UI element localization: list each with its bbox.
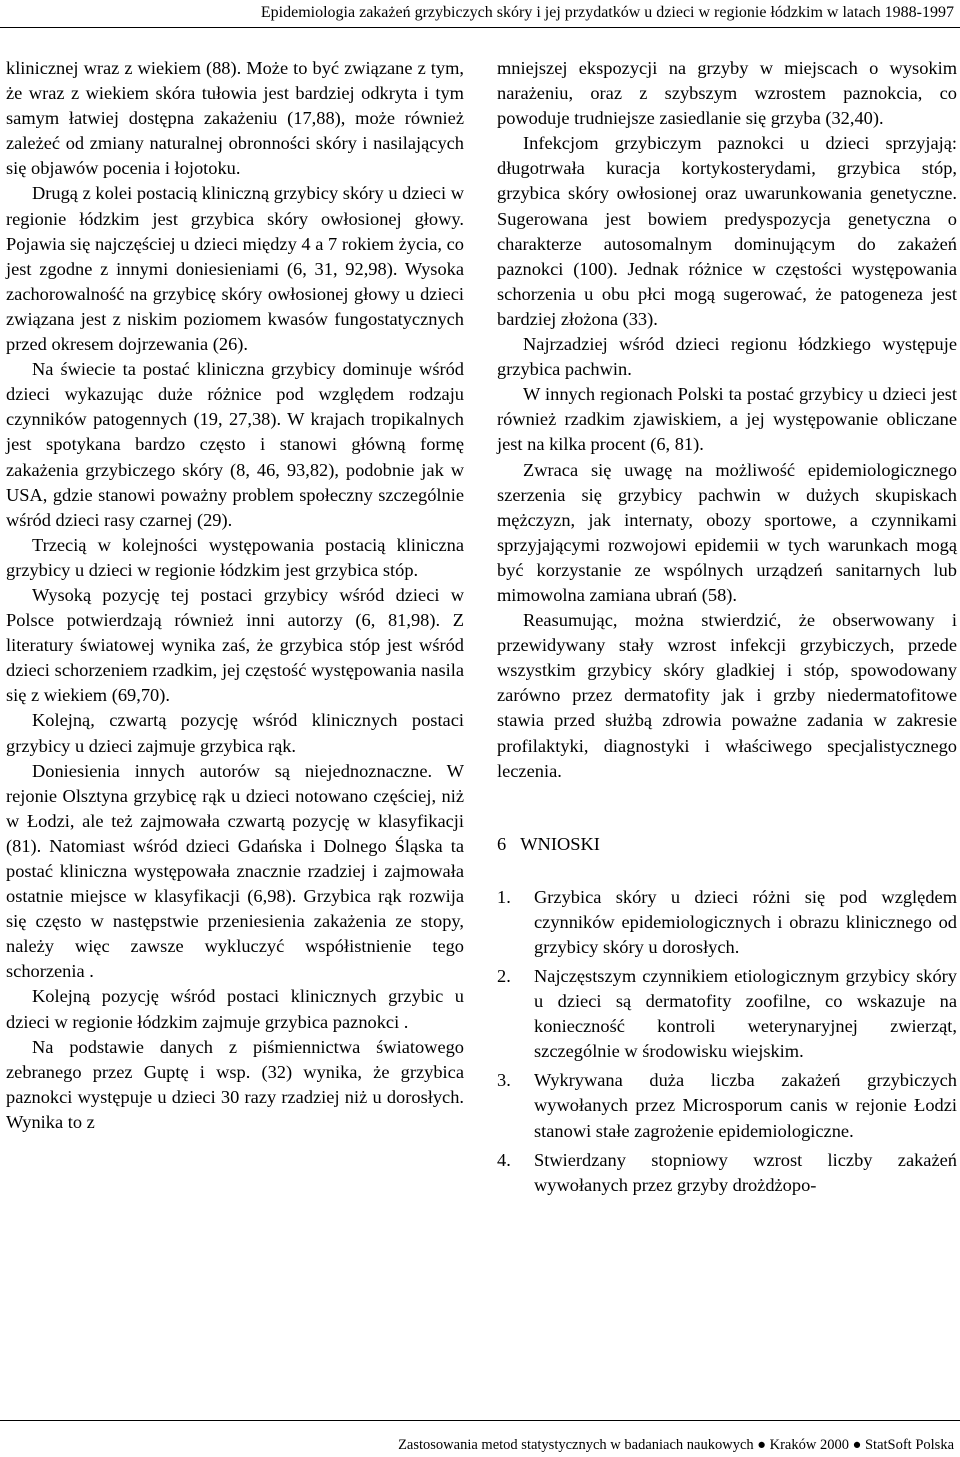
conclusions-list — [497, 885, 957, 1198]
body-paragraph: klinicznej wraz z wiekiem (88). Może to być związane z tym, że wraz z wiekiem skóra tułowia jest bardziej odkryta i tym samym łatwiej dostępna zakażeniu (17,88), może również zależeć od zmiany naturalnej obronności skóry i nasilających się objawów pocenia i łojotoku. — [6, 58, 464, 179]
right-column — [497, 56, 957, 1202]
body-paragraph: Wysoką pozycję tej postaci grzybicy wśród dzieci w Polsce potwierdzają również inni autorzy (6, 81,98). Z literatury światowej wynika zaś, że grzybica stóp jest wśród dzieci schorzeniem rzadkim, jej częstość występowania nasila się z wiekiem (69,70). — [6, 584, 464, 706]
conclusion-item — [497, 1068, 957, 1143]
body-paragraph: W innych regionach Polski ta postać grzybicy u dzieci jest również rzadkim zjawiskiem, a jej występowanie obliczane jest na kilka procent (6, 81). — [497, 384, 957, 455]
section-heading — [497, 832, 957, 857]
conclusion-number: 1. — [497, 886, 511, 907]
section-number: 6 — [497, 833, 507, 854]
conclusion-text: Stwierdzany stopniowy wzrost liczby zakażeń wywołanych przez grzyby drożdżopo- — [534, 1149, 957, 1195]
body-paragraph: Doniesienia innych autorów są niejednoznaczne. W rejonie Olsztyna grzybicę rąk u dzieci notowano częściej, niż w Łodzi, ale też zajmowała czwartą pozycję w klasyfikacji (81). Natomiast wśród dzieci Gdańska i Dolnego Śląska ta postać kliniczna występowała znacznie rzadziej i zajmowała ostatnie miejsce w klasyfikacji (6,98). Grzybica rąk rozwija się często w następstwie przeniesienia zakażenia ze stopy, należy więc zawsze wykluczyć współistnienie tego schorzenia . — [6, 760, 464, 982]
conclusion-number: 2. — [497, 966, 511, 986]
footer-rule — [0, 1420, 960, 1421]
body-paragraph: Najrzadziej wśród dzieci regionu łódzkiego występuje grzybica pachwin. — [497, 334, 957, 380]
body-paragraph: Kolejną, czwartą pozycję wśród klinicznych postaci grzybicy u dzieci zajmuje grzybica rąk. — [6, 710, 464, 756]
body-paragraph: Drugą z kolei postacią kliniczną grzybicy skóry u dzieci w regionie łódzkim jest grzybica skóry owłosionej głowy. Pojawia się najczęściej u dzieci między 4 a 7 rokiem życia, co jest zgodne z innymi doniesieniami (6, 31, 92,98). Wysoka zachorowalność na grzybicę skóry owłosionej głowy u dzieci związana jest z niskim poziomem kwasów fungostatycznych przed okresem dojrzewania (26). — [6, 183, 464, 355]
header-rule — [0, 27, 960, 28]
running-footer — [0, 1420, 960, 1457]
conclusion-text: Wykrywana duża liczba zakażeń grzybiczych wywołanych przez Microsporum canis w rejonie Łodzi stanowi stałe zagrożenie epidemiologiczne. — [534, 1070, 957, 1141]
conclusion-text: Najczęstszym czynnikiem etiologicznym grzybicy skóry u dzieci są dermatofity zoofilne, co wskazuje na konieczność kontroli weterynaryjnej zwierząt, szczególnie w środowisku wiejskim. — [534, 966, 957, 1062]
body-paragraph: Na świecie ta postać kliniczna grzybicy dominuje wśród dzieci wykazując duże różnice pod względem rodzaju czynników patogennych (19, 27,38). W krajach tropikalnych jest spotykana bardzo często i stanowi główną formę zakażenia grzybiczego skóry (8, 46, 93,82), podobnie jak w USA, gdzie stanowi poważny problem społeczny szczególnie wśród dzieci rasy czarnej (29). — [6, 359, 464, 530]
running-header-title: Epidemiologia zakażeń grzybiczych skóry i jej przydatków u dzieci w regionie łódzkim w latach 1988-1997 — [260, 4, 954, 21]
conclusion-number: 3. — [497, 1070, 511, 1091]
footer-text: Zastosowania metod statystycznych w badaniach naukowych ● Kraków 2000 ● StatSoft Polska — [398, 1437, 954, 1453]
body-paragraph: mniejszej ekspozycji na grzyby w miejscach o wysokim narażeniu, oraz z szybszym wzrostem paznokcia, co powoduje trudniejsze zasiedlanie się grzyba (32,40). — [497, 58, 957, 129]
body-paragraph: Trzecią w kolejności występowania postacią kliniczna grzybicy u dzieci w regionie łódzkim jest grzybica stóp. — [6, 534, 464, 580]
body-paragraph: Kolejną pozycję wśród postaci klinicznych grzybic u dzieci w regionie łódzkim zajmuje grzybica paznokci . — [6, 986, 464, 1032]
running-header — [0, 0, 960, 28]
left-column — [6, 56, 464, 1135]
conclusion-item — [497, 1148, 957, 1198]
conclusion-text: Grzybica skóry u dzieci różni się pod względem czynników epidemiologicznych i obrazu klinicznego od grzybicy skóry u dorosłych. — [534, 886, 957, 957]
conclusion-item — [497, 964, 957, 1064]
body-paragraph: Infekcjom grzybiczym paznokci u dzieci sprzyjają: długotrwała kuracja kortykosterydami, grzybica stóp, grzybica skóry owłosionej oraz uwarunkowania genetyczne. Sugerowana jest bowiem predyspozycja genetyczna o charakterze autosomalnym dominującym do zakażeń paznokci (100). Jednak różnice w częstości występowania schorzenia u obu płci mogą sugerować, że patogeneza jest bardziej złożona (33). — [497, 133, 957, 329]
body-paragraph: Na podstawie danych z piśmiennictwa światowego zebranego przez Guptę i wsp. (32) wynika, że grzybica paznokci występuje u dzieci 30 razy rzadziej niż u dorosłych. Wynika to z — [6, 1036, 464, 1132]
body-paragraph: Reasumując, można stwierdzić, że obserwowany i przewidywany stały wzrost infekcji grzybiczych, przede wszystkim grzybicy skóry gladkiej i stóp, spowodowany zarówno przez dermatofity jak i grzby niedermatofitowe stawia przed służbą zdrowia poważne zadania w zakresie profilaktyki, diagnostyki i właściwego specjalistycznego leczenia. — [497, 610, 957, 781]
conclusion-item — [497, 885, 957, 960]
section-title: WNIOSKI — [520, 833, 600, 854]
conclusion-number: 4. — [497, 1149, 511, 1170]
body-paragraph: Zwraca się uwagę na możliwość epidemiologicznego szerzenia się grzybicy pachwin w dużych skupiskach mężczyzn, jak internaty, obozy sportowe, a czynnikami sprzyjającymi rozwojowi epidemii w tych warunkach mogą być korzystanie ze wspólnych urządzeń sanitarnych lub mimowolna zamiana ubrań (58). — [497, 459, 957, 605]
